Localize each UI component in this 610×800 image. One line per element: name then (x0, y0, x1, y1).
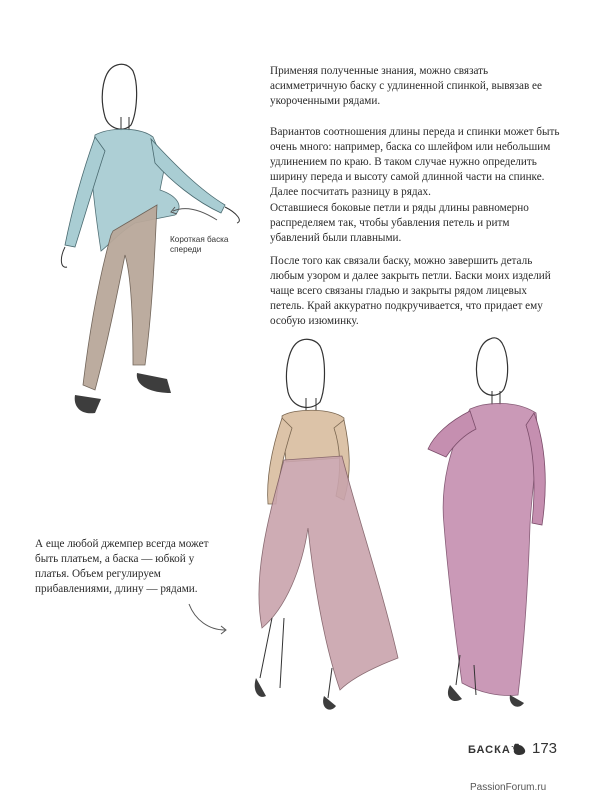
illustration-woman-blue-sweater (25, 55, 255, 455)
illustration-woman-mauve-skirt (232, 328, 412, 728)
watermark: PassionForum.ru (470, 782, 547, 793)
paragraph-4: После того как связали баску, можно завершить деталь любым узором и далее закрыть петли. Баски моих изделий чаще всего связаны гладью и закрыты рядом лицевых петель. Край аккуратно подкручивается, что придает ему особую изюминку. (270, 255, 551, 327)
paragraph-3: Оставшиеся боковые петли и ряды длины равномерно распределяем так, чтобы убавления петель и ритм убавлений были плавными. (270, 202, 529, 244)
page-number: 173 (532, 740, 558, 757)
section-title: БАСКА (468, 744, 511, 756)
illustration-woman-pink-dress (400, 325, 570, 730)
figure-caption: Короткая баска спереди (170, 235, 229, 254)
paragraph-2: Вариантов соотношения длины переда и спинки может быть очень много: например, баска со шлейфом или небольшим удлинением по краю. В таком случае нужно определить ширину переда и высоту самой длинной части на спинке. Далее посчитать разницу в рядах. (270, 126, 560, 198)
side-caption: А еще любой джемпер всегда может быть платьем, а баска — юбкой у платья. Объем регулируем прибавлениями, длину — рядами. (35, 538, 209, 595)
hen-icon (511, 742, 527, 756)
paragraph-1: Применяя полученные знания, можно связать асимметричную баску с удлиненной спинкой, вывязав ее укороченными рядами. (270, 65, 542, 107)
curved-arrow-icon (185, 600, 235, 640)
